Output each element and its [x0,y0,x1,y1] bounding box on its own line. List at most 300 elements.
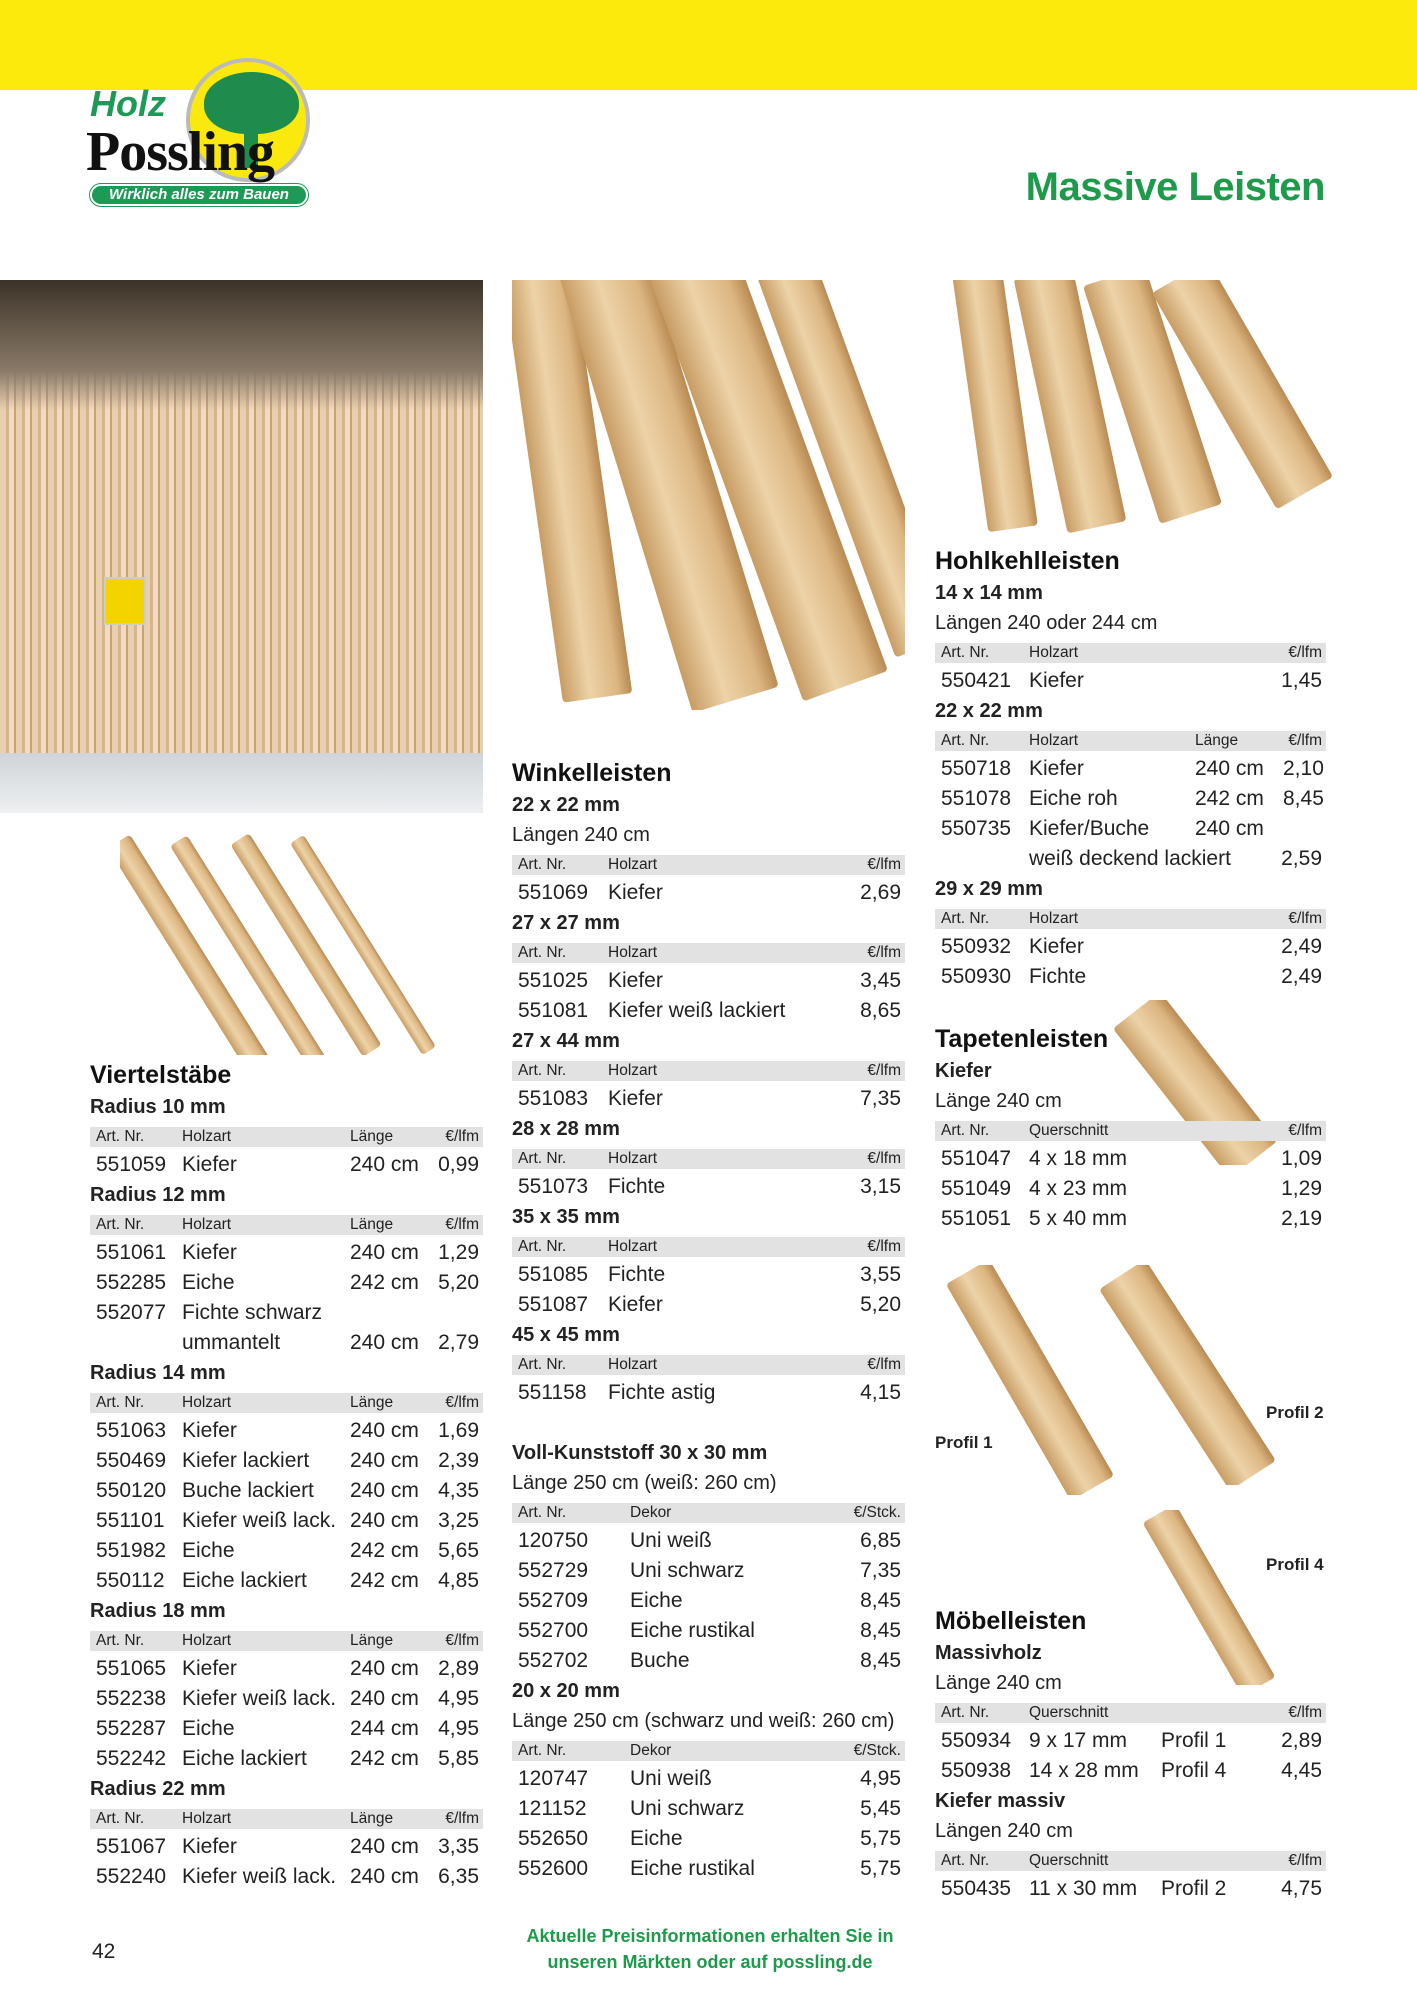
table-row [90,1298,483,1328]
column-winkelleisten [512,756,905,1884]
table-row [512,1586,905,1616]
table-cell: Kiefer [608,969,663,992]
table-cell: 1,45 [1281,669,1322,692]
header-cell: €/lfm [445,1128,479,1145]
header-cell: Länge [350,1632,394,1649]
header-cell: Holzart [608,1356,658,1373]
table-row [512,996,905,1026]
table-row [935,666,1326,696]
table-cell: 5,20 [860,1293,901,1316]
table-cell: Kiefer [1029,935,1084,958]
winkelleisten-photo [512,280,905,710]
table-row [512,1378,905,1408]
table-cell: 120750 [518,1529,589,1552]
header-cell: €/lfm [1288,1852,1322,1869]
table-row [90,1684,483,1714]
table-cell: Eiche [630,1589,683,1612]
length-note: Längen 240 cm [512,824,650,846]
header-cell: Holzart [1029,910,1079,927]
header-cell: Art. Nr. [96,1216,145,1233]
table-cell: Kiefer weiß lack. [182,1865,337,1888]
table-row [935,932,1326,962]
table-cell: 0,99 [438,1153,479,1176]
table-row [90,1862,483,1892]
table-cell [941,844,1029,874]
table-cell: 551087 [518,1293,589,1316]
table-row [512,1084,905,1114]
table-cell: Eiche rustikal [630,1619,755,1642]
header-cell: Holzart [608,1238,658,1255]
header-cell: Länge [350,1128,394,1145]
table-cell: 550938 [941,1759,1012,1782]
size-subheading: Kiefer massiv [935,1790,1066,1812]
table-row [512,1646,905,1676]
table-cell: 552285 [96,1271,167,1294]
table-row [512,1290,905,1320]
table-row [512,1824,905,1854]
header-cell: Art. Nr. [941,1122,990,1139]
table-cell: 550469 [96,1449,167,1472]
table-cell: 551051 [941,1207,1012,1230]
table-cell: 3,55 [860,1263,901,1286]
header-cell: €/lfm [867,1356,901,1373]
table-cell: 551085 [518,1263,589,1286]
size-subheading: Radius 12 mm [90,1184,226,1206]
table-cell: Kiefer [182,1657,237,1680]
product-group [90,1058,483,1892]
table-cell: 2,19 [1281,1207,1322,1230]
size-subheading: 22 x 22 mm [512,794,620,816]
table-cell: 3,25 [438,1509,479,1532]
header-cell: Art. Nr. [518,1504,567,1521]
table-header [90,1215,483,1235]
header-cell: €/lfm [1288,910,1322,927]
header-cell: €/lfm [867,1150,901,1167]
table-cell: 4,95 [438,1687,479,1710]
length-note: Länge 250 cm (weiß: 260 cm) [512,1472,777,1494]
table-cell: 4,45 [1281,1759,1322,1782]
table-cell: 240 cm [350,1241,419,1264]
table-row [512,966,905,996]
table-row [90,1328,483,1358]
table-cell: 240 cm [350,1331,419,1354]
table-cell: 550112 [96,1569,165,1592]
page-title: Massive Leisten [1025,165,1325,209]
table-cell: 550934 [941,1729,1012,1752]
table-cell: 2,69 [860,881,901,904]
table-cell: Kiefer weiß lack. [182,1509,337,1532]
length-note: Längen 240 oder 244 cm [935,612,1158,634]
table-cell: 2,89 [438,1657,479,1680]
header-cell: Länge [1195,732,1239,749]
table-cell: Profil 4 [1161,1759,1227,1782]
table-cell: 240 cm [350,1509,419,1532]
table-cell [96,1328,182,1358]
table-row [935,844,1326,874]
header-cell: Querschnitt [1029,1122,1109,1139]
table-cell: Kiefer [1029,757,1084,780]
table-cell: 242 cm [350,1271,419,1294]
table-cell: 240 cm [350,1449,419,1472]
header-cell: Art. Nr. [941,1704,990,1721]
table-row [90,1832,483,1862]
table-row [90,1238,483,1268]
header-cell: Art. Nr. [96,1632,145,1649]
table-cell: 550932 [941,935,1012,958]
table-header [935,643,1326,663]
header-cell: Länge [350,1216,394,1233]
table-cell: 5,20 [438,1271,479,1294]
page-number: 42 [92,1940,116,1963]
table-row [90,1150,483,1180]
size-subheading: Voll-Kunststoff 30 x 30 mm [512,1442,768,1464]
length-note: Längen 240 cm [935,1820,1073,1842]
header-cell: Holzart [182,1216,232,1233]
table-cell: Kiefer/Buche [1029,817,1150,840]
table-cell: 551047 [941,1147,1012,1170]
size-subheading: Radius 22 mm [90,1778,226,1800]
table-cell: 551067 [96,1835,167,1858]
table-cell: 552729 [518,1559,589,1582]
table-header [512,1237,905,1257]
table-cell: 552600 [518,1857,589,1880]
table-row [935,1726,1326,1756]
table-cell: 240 cm [350,1153,419,1176]
table-cell: ummantelt [182,1331,281,1354]
table-cell: 8,45 [860,1589,901,1612]
table-cell: 1,29 [438,1241,479,1264]
table-cell: 550421 [941,669,1012,692]
table-cell: 2,49 [1281,965,1322,988]
table-row [935,962,1326,992]
column-viertelstaebe [90,1058,483,1892]
table-row [512,1260,905,1290]
header-cell: €/lfm [867,1062,901,1079]
table-cell: 551025 [518,969,589,992]
table-cell: Uni schwarz [630,1797,745,1820]
table-cell: 2,89 [1281,1729,1322,1752]
table-cell: 551078 [941,787,1012,810]
table-header [935,1851,1326,1871]
header-cell: Querschnitt [1029,1852,1109,1869]
table-header [90,1809,483,1829]
table-row [90,1566,483,1596]
table-header [90,1393,483,1413]
table-cell: 8,45 [860,1649,901,1672]
table-row [90,1744,483,1774]
table-cell: 552650 [518,1827,589,1850]
table-row [935,754,1326,784]
table-cell: 2,39 [438,1449,479,1472]
table-row [935,1874,1326,1904]
header-cell: Dekor [630,1504,672,1521]
table-cell: 4,15 [860,1381,901,1404]
section-heading: Viertelstäbe [90,1061,232,1089]
header-cell: Querschnitt [1029,1704,1109,1721]
table-cell: Fichte astig [608,1381,716,1404]
table-cell: 2,79 [438,1331,479,1354]
size-subheading: Radius 14 mm [90,1362,226,1384]
header-cell: Art. Nr. [96,1810,145,1827]
table-cell: 242 cm [350,1569,419,1592]
table-cell: 4 x 23 mm [1029,1177,1128,1200]
header-cell: Holzart [182,1128,232,1145]
table-cell: 3,45 [860,969,901,992]
table-cell: 4 x 18 mm [1029,1147,1128,1170]
table-row [512,878,905,908]
header-cell: Holzart [608,856,658,873]
table-header [512,1355,905,1375]
header-cell: €/lfm [867,856,901,873]
table-cell: 244 cm [350,1717,419,1740]
table-cell: 240 cm [350,1835,419,1858]
table-cell: Kiefer weiß lack. [182,1687,337,1710]
table-cell: 552240 [96,1865,167,1888]
size-subheading: 35 x 35 mm [512,1206,620,1228]
table-cell: 551982 [96,1539,167,1562]
table-row [935,1174,1326,1204]
table-cell: 550930 [941,965,1012,988]
table-cell [1264,814,1324,844]
table-cell: 551069 [518,881,589,904]
table-row [935,814,1326,844]
product-group [512,756,905,1408]
table-cell: Kiefer [1029,669,1084,692]
table-cell: 550735 [941,817,1012,840]
table-row [90,1268,483,1298]
table-cell: Kiefer [608,881,663,904]
table-header [935,909,1326,929]
size-subheading: 28 x 28 mm [512,1118,620,1140]
table-cell: 240 cm [1195,817,1264,840]
table-cell: 8,45 [1283,787,1324,810]
header-cell: €/lfm [1288,732,1322,749]
table-cell: 11 x 30 mm [1029,1877,1138,1900]
header-cell: Art. Nr. [518,1742,567,1759]
size-subheading: 45 x 45 mm [512,1324,620,1346]
header-cell: Art. Nr. [96,1128,145,1145]
table-cell: Kiefer [182,1241,237,1264]
header-cell: €/lfm [867,944,901,961]
table-cell: Kiefer [182,1153,237,1176]
table-cell: 242 cm [350,1747,419,1770]
table-header [512,1503,905,1523]
table-cell: 552077 [96,1301,167,1324]
table-cell: 551063 [96,1419,167,1442]
header-cell: Art. Nr. [941,644,990,661]
table-cell: 551101 [96,1509,165,1532]
header-cell: Holzart [182,1810,232,1827]
product-group [935,1604,1326,1904]
table-cell: 4,35 [438,1479,479,1502]
table-row [512,1794,905,1824]
table-cell: 1,09 [1281,1147,1322,1170]
table-cell: 240 cm [350,1479,419,1502]
product-group [935,544,1326,992]
table-header [935,731,1326,751]
table-cell: Uni weiß [630,1529,712,1552]
header-cell: €/lfm [445,1216,479,1233]
size-subheading: Radius 18 mm [90,1600,226,1622]
size-subheading: Massivholz [935,1642,1042,1664]
header-cell: €/lfm [1288,644,1322,661]
header-cell: Art. Nr. [941,910,990,927]
table-cell: 552287 [96,1717,167,1740]
size-subheading: 27 x 44 mm [512,1030,620,1052]
table-cell: 1,69 [438,1419,479,1442]
table-row [512,1764,905,1794]
table-cell: Profil 1 [1161,1729,1227,1752]
size-subheading: 27 x 27 mm [512,912,620,934]
table-cell: 551059 [96,1153,167,1176]
header-cell: €/lfm [445,1810,479,1827]
section-heading: Hohlkehlleisten [935,547,1120,575]
table-cell: Eiche rustikal [630,1857,755,1880]
table-cell [422,1298,479,1328]
table-cell: 2,10 [1283,757,1324,780]
header-cell: €/lfm [1288,1704,1322,1721]
header-cell: Holzart [182,1394,232,1411]
table-cell: 5,75 [860,1827,901,1850]
table-row [90,1536,483,1566]
table-row [512,1854,905,1884]
table-cell: 552238 [96,1687,167,1710]
hohlkehlleisten-photo [940,280,1340,540]
table-row [90,1446,483,1476]
table-cell: 551083 [518,1087,589,1110]
table-header [512,943,905,963]
size-subheading: Kiefer [935,1060,992,1082]
table-cell: 551073 [518,1175,589,1198]
table-cell: 6,85 [860,1529,901,1552]
table-cell: Fichte schwarz [182,1301,323,1324]
header-cell: Art. Nr. [518,1062,567,1079]
table-cell: 242 cm [350,1539,419,1562]
header-cell: €/lfm [867,1238,901,1255]
table-row [935,1756,1326,1786]
header-cell: Holzart [608,944,658,961]
footer-line-2: unseren Märkten oder auf possling.de [547,1952,873,1972]
table-cell: Eiche [182,1717,235,1740]
table-cell: Kiefer lackiert [182,1449,310,1472]
shelf-sign [104,577,146,625]
table-row [90,1654,483,1684]
table-cell: 552700 [518,1619,589,1642]
profil-2-label: Profil 2 [1266,1403,1324,1422]
header-cell: Art. Nr. [518,944,567,961]
profil-4-label: Profil 4 [1266,1555,1324,1574]
table-cell: Eiche [182,1539,235,1562]
table-cell: 5,85 [438,1747,479,1770]
header-cell: Art. Nr. [518,1150,567,1167]
table-cell: weiß deckend lackiert [1029,847,1231,870]
length-note: Länge 250 cm (schwarz und weiß: 260 cm) [512,1710,895,1732]
table-cell: Buche lackiert [182,1479,314,1502]
table-cell: Buche [630,1649,690,1672]
header-cell: Art. Nr. [518,1238,567,1255]
table-cell: 551158 [518,1381,587,1404]
table-cell: 4,85 [438,1569,479,1592]
table-row [935,1204,1326,1234]
table-row [90,1506,483,1536]
header-cell: Art. Nr. [941,1852,990,1869]
table-cell: 551081 [518,999,589,1022]
table-header [935,1121,1326,1141]
table-row [90,1416,483,1446]
table-cell: 1,29 [1281,1177,1322,1200]
section-heading: Winkelleisten [512,759,672,787]
table-cell: 240 cm [350,1657,419,1680]
table-cell: Eiche roh [1029,787,1118,810]
table-cell: Kiefer [182,1835,237,1858]
table-header [512,1741,905,1761]
table-row [90,1476,483,1506]
table-cell: 7,35 [860,1087,901,1110]
table-cell: Kiefer [182,1419,237,1442]
header-cell: Art. Nr. [941,732,990,749]
table-cell: 552702 [518,1649,589,1672]
table-cell: 120747 [518,1767,589,1790]
logo-holz: Holz [90,83,166,124]
header-cell: €/Stck. [853,1504,901,1521]
logo-slogan: Wirklich alles zum Bauen [90,184,308,206]
product-group [935,1022,1326,1234]
footer-line-1: Aktuelle Preisinformationen erhalten Sie in [526,1926,894,1946]
table-cell: 242 cm [1195,787,1264,810]
table-cell: 5,65 [438,1539,479,1562]
table-header [935,1703,1326,1723]
table-cell: 552709 [518,1589,589,1612]
size-subheading: 29 x 29 mm [935,878,1043,900]
header-cell: €/lfm [445,1632,479,1649]
table-row [90,1714,483,1744]
footer-note[interactable] [480,1923,940,1975]
table-cell: Fichte [1029,965,1087,988]
table-cell: 551049 [941,1177,1012,1200]
header-cell: Holzart [1029,732,1079,749]
header-cell: Dekor [630,1742,672,1759]
header-cell: Holzart [608,1062,658,1079]
table-cell: 7,35 [860,1559,901,1582]
table-cell: 2,59 [1281,847,1322,870]
header-cell: Holzart [608,1150,658,1167]
table-cell: 551065 [96,1657,167,1680]
table-cell: 2,49 [1281,935,1322,958]
column-hohlkehl-tapeten-moebel [935,544,1326,1904]
header-cell: €/lfm [445,1394,479,1411]
table-cell: Kiefer [608,1293,663,1316]
header-cell: Länge [350,1394,394,1411]
table-cell: Fichte [608,1263,666,1286]
header-cell: Holzart [182,1632,232,1649]
table-cell: 4,95 [438,1717,479,1740]
table-cell: 240 cm [350,1419,419,1442]
table-header [512,855,905,875]
header-cell: Holzart [1029,644,1079,661]
header-cell: Länge [350,1810,394,1827]
table-cell: 240 cm [350,1687,419,1710]
table-cell: 551061 [96,1241,167,1264]
table-cell: Eiche lackiert [182,1747,307,1770]
table-row [512,1616,905,1646]
table-cell: 8,45 [860,1619,901,1642]
table-header [90,1631,483,1651]
header-cell: Art. Nr. [96,1394,145,1411]
length-note: Länge 240 cm [935,1672,1062,1694]
table-cell: Eiche lackiert [182,1569,307,1592]
possling-logo[interactable] [86,58,316,208]
table-cell: Profil 2 [1161,1877,1227,1900]
